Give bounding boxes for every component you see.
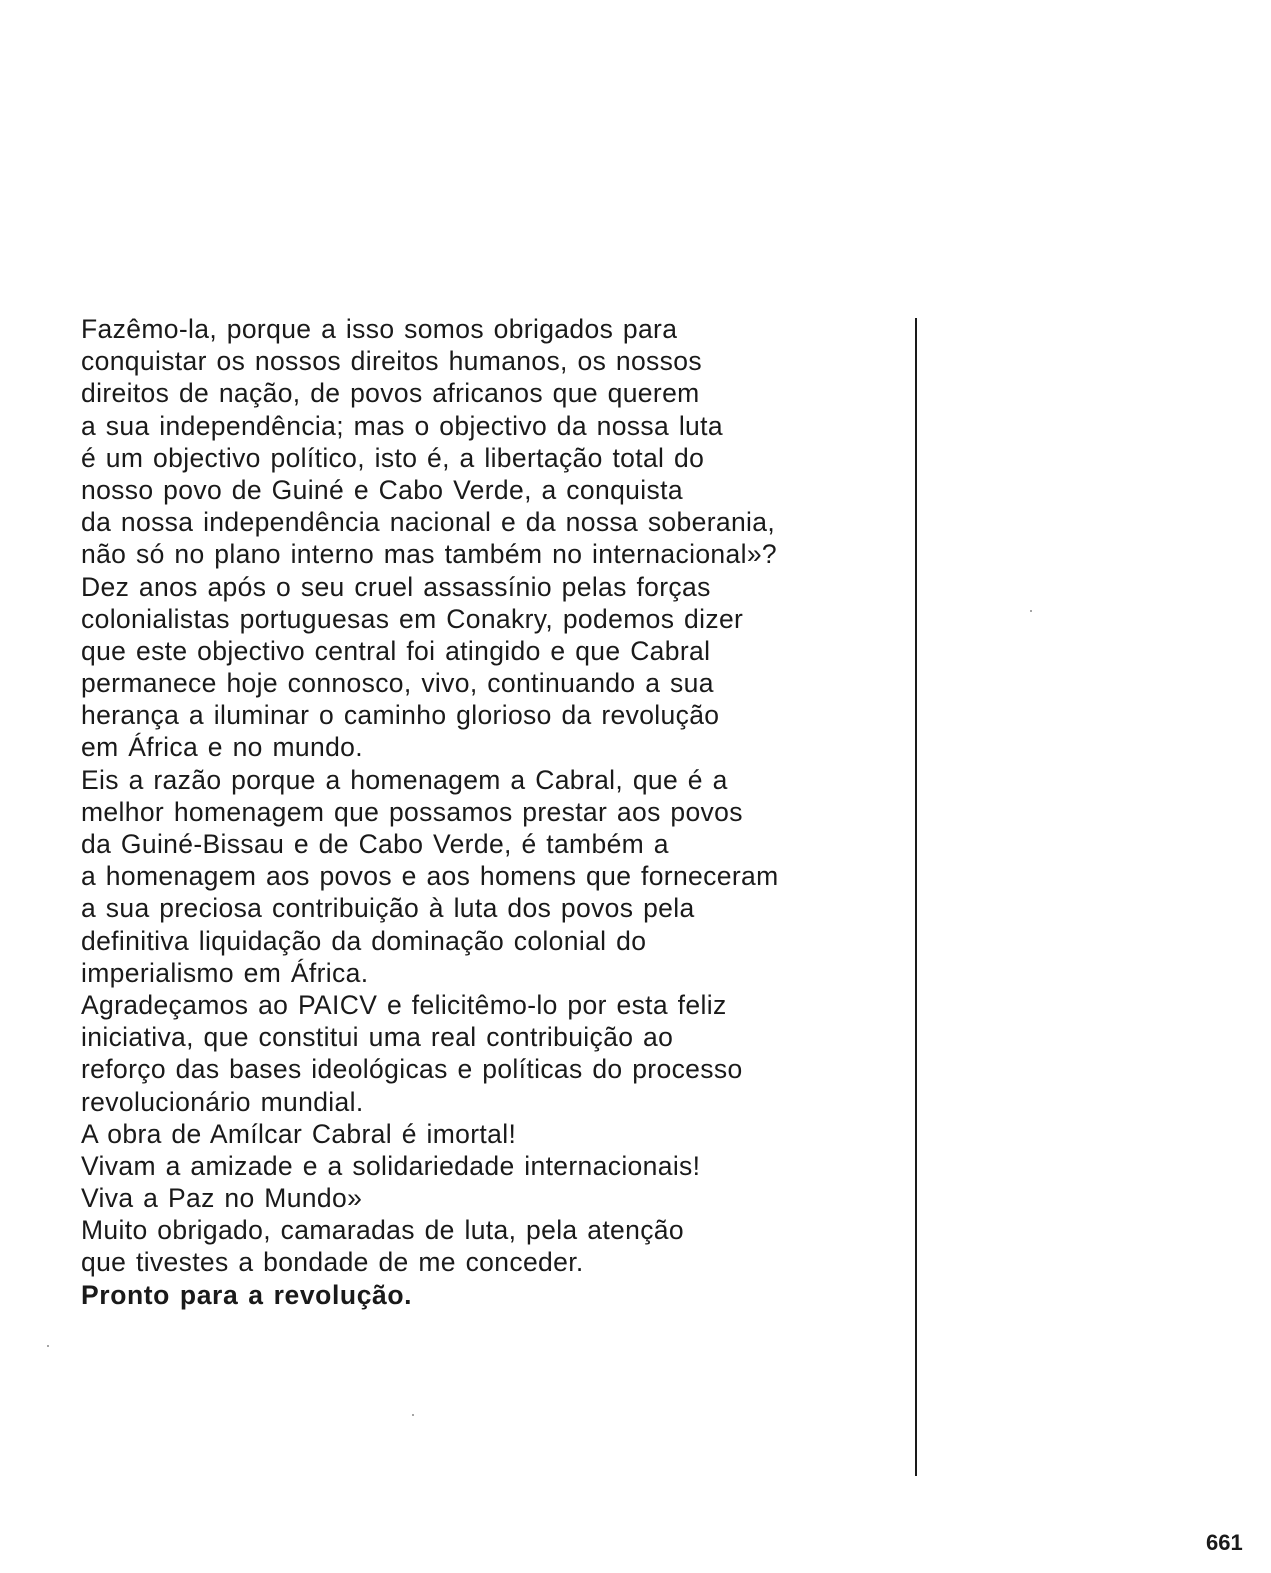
scan-speck [47, 1345, 49, 1347]
closing-line: Pronto para a revolução. [81, 1279, 413, 1310]
text-line: imperialismo em África. [81, 957, 369, 988]
text-line: permanece hoje connosco, vivo, continuando a sua [81, 668, 714, 699]
scan-speck [1030, 610, 1032, 612]
text-line: Agradeçamos ao PAICV e felicitêmo-lo por esta feliz [81, 989, 727, 1020]
text-line: revolucionário mundial. [81, 1086, 364, 1117]
text-line: A obra de Amílcar Cabral é imortal! [81, 1118, 517, 1149]
text-line: nosso povo de Guiné e Cabo Verde, a conquista [81, 474, 683, 505]
text-line: Dez anos após o seu cruel assassínio pelas forças [81, 571, 711, 602]
text-line: Vivam a amizade e a solidariedade internacionais! [81, 1150, 701, 1181]
text-line: a homenagem aos povos e aos homens que forneceram [81, 861, 779, 892]
text-line: é um objectivo político, isto é, a libertação total do [81, 442, 705, 473]
text-line: herança a iluminar o caminho glorioso da revolução [81, 700, 720, 731]
text-line: a sua preciosa contribuição à luta dos povos pela [81, 893, 695, 924]
text-line: conquistar os nossos direitos humanos, os nossos [81, 346, 702, 377]
text-line: da Guiné-Bissau e de Cabo Verde, é também a [81, 829, 669, 859]
text-line: melhor homenagem que possamos prestar aos povos [81, 796, 743, 827]
text-line: direitos de nação, de povos africanos que querem [81, 378, 700, 409]
text-line: que tivestes a bondade de me conceder. [81, 1247, 584, 1278]
text-line: Viva a Paz no Mundo» [81, 1183, 363, 1214]
text-line: reforço das bases ideológicas e políticas do processo [81, 1054, 743, 1085]
text-line: a sua independência; mas o objectivo da nossa luta [81, 410, 723, 441]
text-line: Fazêmo-la, porque a isso somos obrigados para [81, 314, 678, 344]
column-rule [915, 318, 917, 1476]
text-line: iniciativa, que constitui uma real contribuição ao [81, 1022, 674, 1053]
text-line: em África e no mundo. [81, 732, 363, 763]
text-line: definitiva liquidação da dominação colonial do [81, 925, 647, 956]
text-line: que este objectivo central foi atingido e que Cabral [81, 635, 711, 666]
text-line: colonialistas portuguesas em Conakry, podemos dizer [81, 603, 744, 634]
body-text [81, 313, 911, 1311]
text-line: não só no plano interno mas também no internacional»? [81, 539, 778, 570]
scan-speck [412, 1414, 414, 1416]
text-line: Muito obrigado, camaradas de luta, pela atenção [81, 1215, 684, 1246]
text-line: Eis a razão porque a homenagem a Cabral, que é a [81, 764, 728, 795]
text-line: da nossa independência nacional e da nossa soberania, [81, 507, 776, 538]
page-number: 661 [1206, 1530, 1243, 1555]
